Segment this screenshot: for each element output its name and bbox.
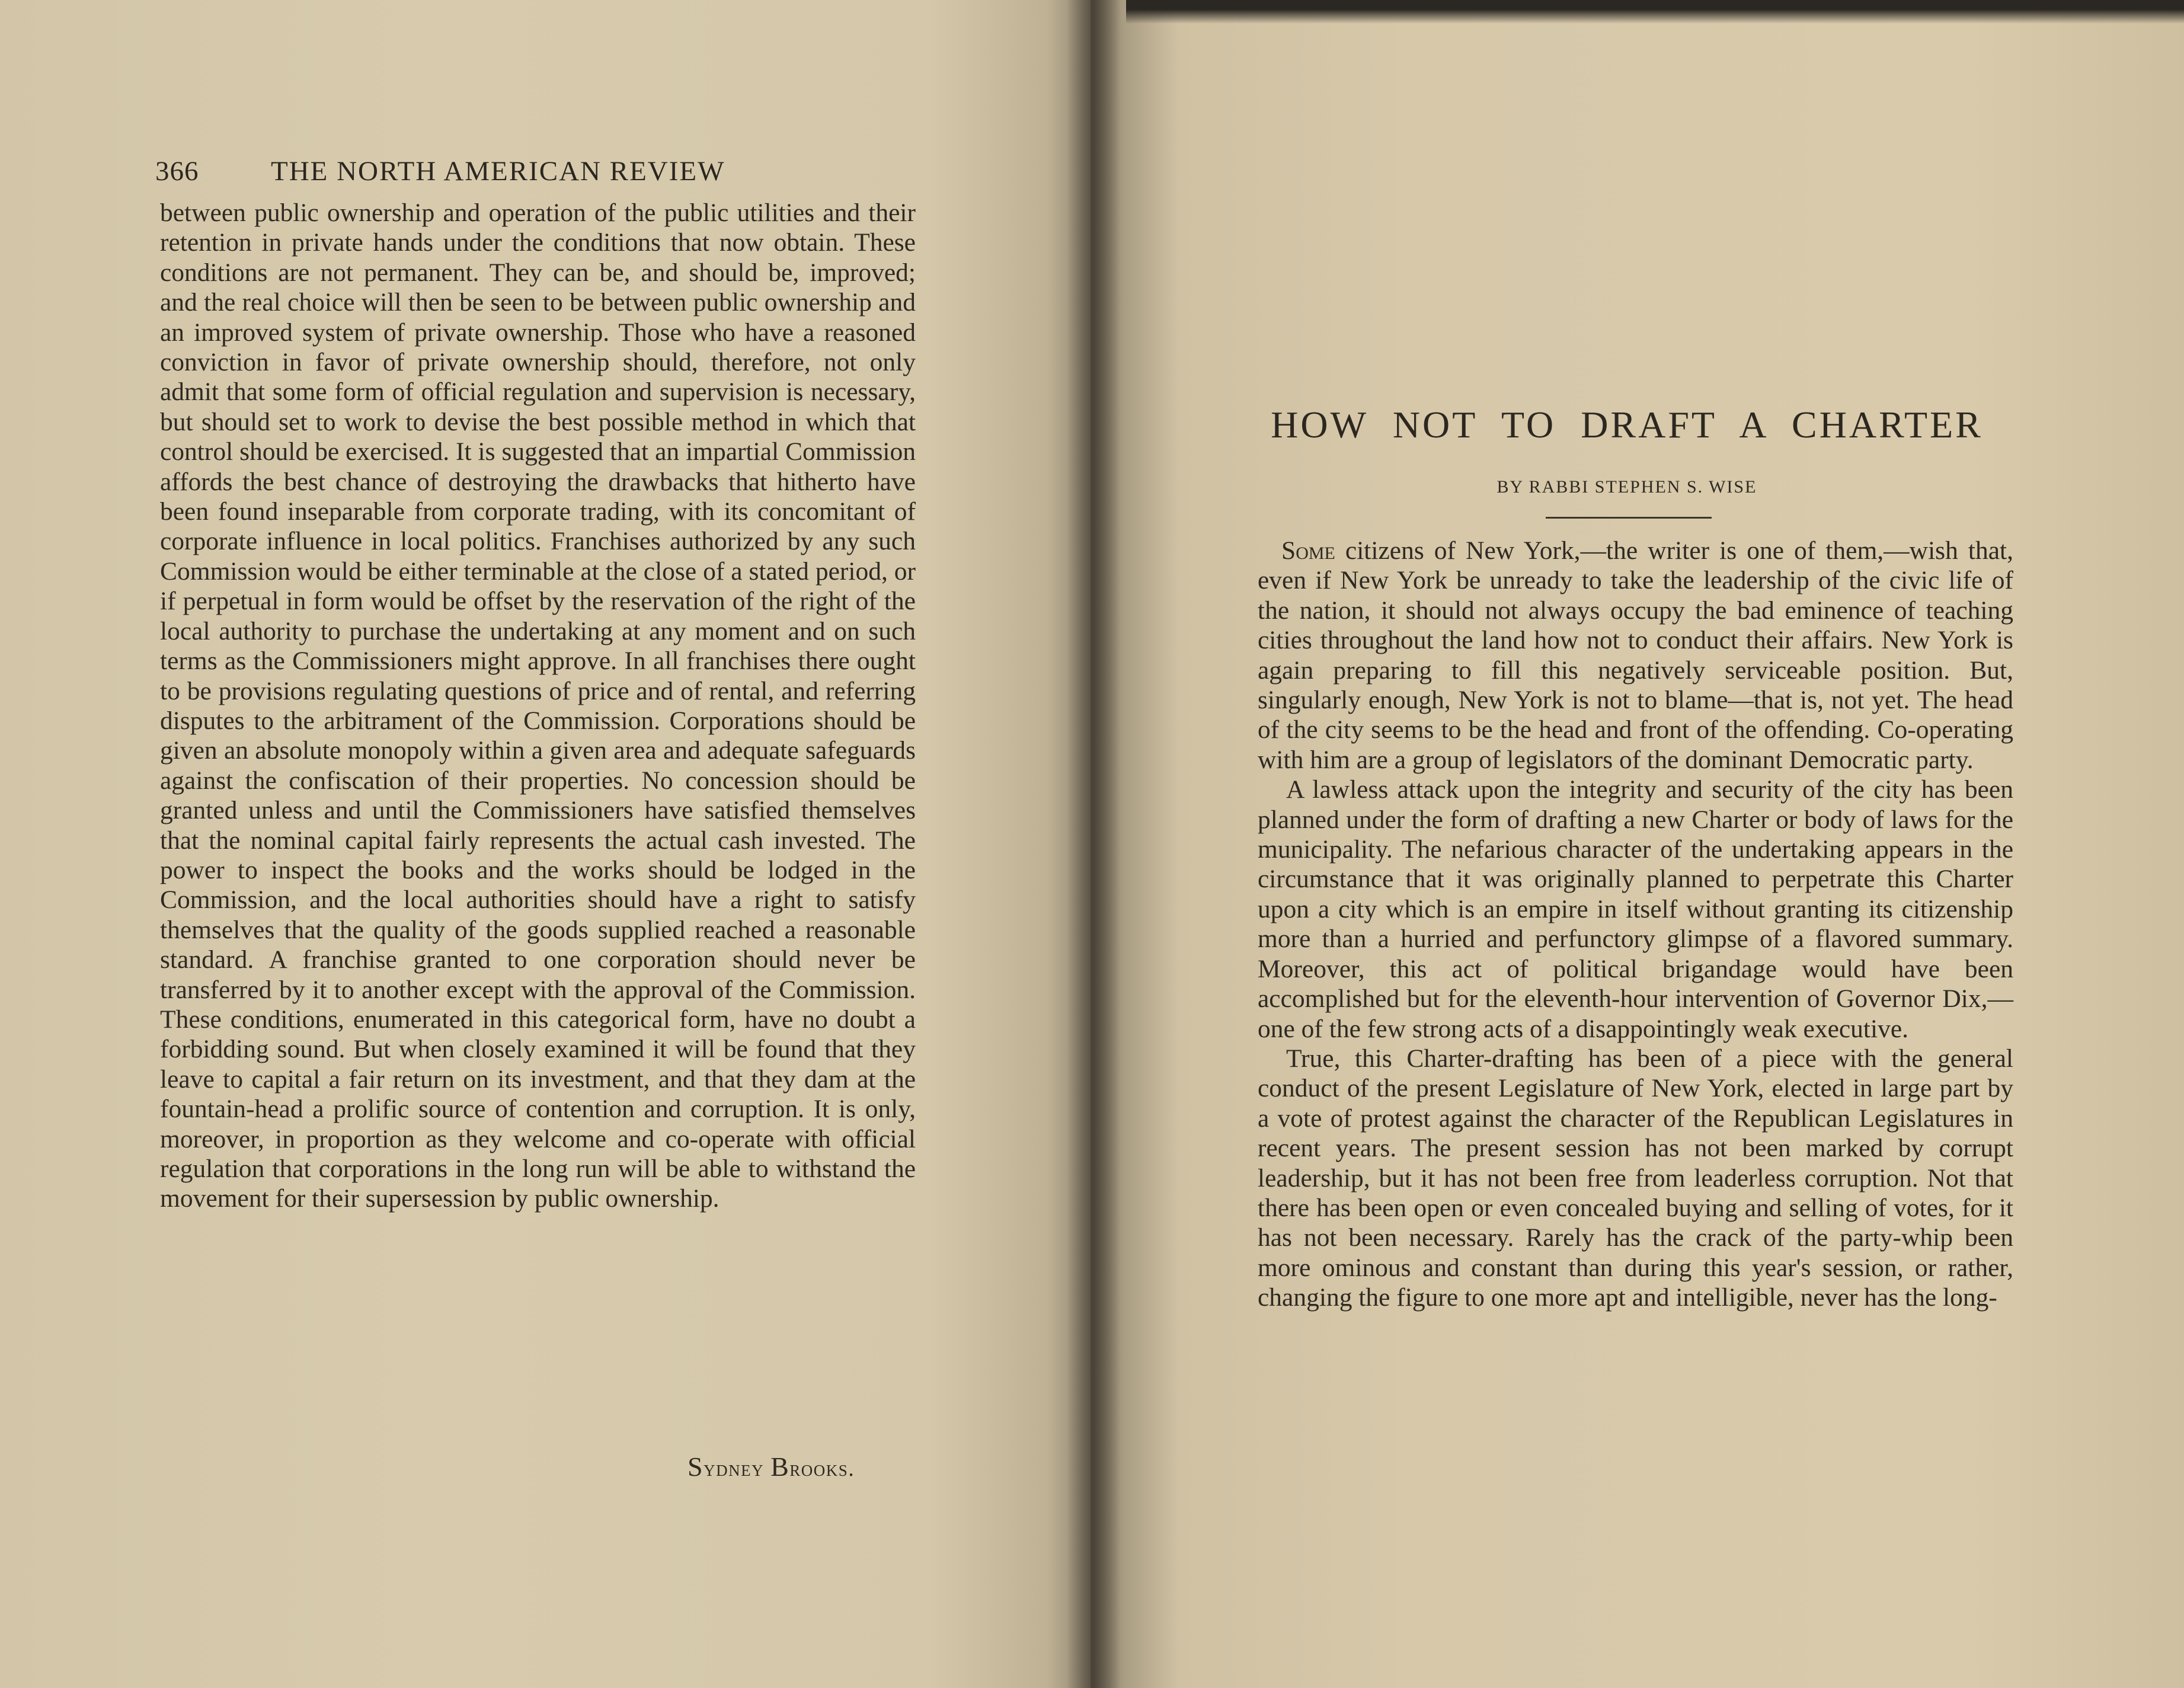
article-byline: BY RABBI STEPHEN S. WISE — [1496, 477, 1757, 497]
lead-word: Some — [1281, 536, 1335, 565]
right-body-text — [1258, 536, 2013, 1313]
signature-last-initial: B — [770, 1452, 790, 1482]
signature-first-initial: S — [688, 1452, 704, 1482]
signature-first: ydney — [704, 1456, 765, 1481]
right-paragraph-3: True, this Charter-drafting has been of a piece with the general conduct of the present Legislature of New York, elected in large part by a vote of protest against the character of the Republican Legislatures in recent years. The present session has not been marked by corrupt leadership, but it has not been free from leaderless corruption. Not that there has been open or even concealed buying and selling of votes, for it has not been necessary. Rarely has the crack of the party-whip been more ominous and constant than during this year's session, or rather, changing the figure to one more apt and intelligible, never has the long- — [1258, 1044, 2013, 1312]
signature-last: rooks. — [789, 1456, 855, 1481]
right-paragraph-2: A lawless attack upon the integrity and security of the city has been planned under the form of drafting a new Charter or body of laws for the municipality. The nefarious character of the undertaking appears in the circumstance that it was originally planned to perpetrate this Charter upon a city which is an empire in itself without granting its citizenship more than a hurried and perfunctory glimpse of a flavored summary. Moreover, this act of political brigandage would have been accomplished but for the eleventh-hour intervention of Governor Dix,—one of the few strong acts of a disappointingly weak executive. — [1258, 775, 2013, 1043]
article-title: HOW NOT TO DRAFT A CHARTER — [1271, 404, 1983, 446]
left-paragraph: between public ownership and operation of the public utilities and their retention in private hands under the conditions that now obtain. These conditions are not permanent. They can be, and should be, improved; and the real choice will then be seen to be between public ownership and an improved system of private ownership. Those who have a reasoned conviction in favor of private ownership should, therefore, not only admit that some form of official regulation and supervision is necessary, but should set to work to devise the best possible method in which that control should be exercised. It is suggested that an impartial Commission affords the best chance of destroying the drawbacks that hitherto have been found inseparable from corporate trading, with its concomitant of corporate influence in local politics. Franchises authorized by any such Commission would be either terminable at the close of a stated period, or if perpetual in form would be offset by the reservation of the right of the local authority to purchase the undertaking at any moment and on such terms as the Commissioners might approve. In all franchises there ought to be provisions regulating questions of price and of rental, and referring disputes to the arbitrament of the Commission. Corporations should be given an absolute monopoly within a given area and adequate safeguards against the confiscation of their properties. No concession should be granted unless and until the Commissioners have satisfied themselves that the nominal capital fairly represents the actual cash invested. The power to inspect the books and the works should be lodged in the Commission, and the local authorities should have a right to satisfy themselves that the quality of the goods supplied reached a reasonable standard. A franchise granted to one corporation should never be transferred by it to another except with the approval of the Commission. These conditions, enumerated in this categorical form, have no doubt a forbidding sound. But when closely examined it will be found that they leave to capital a fair return on its investment, and that they dam at the fountain-head a prolific source of contention and corruption. It is only, moreover, in proportion as they welcome and co-operate with official regulation that corporations in the long run will be able to withstand the movement for their supersession by public ownership. — [160, 199, 916, 1213]
paragraph-1-text: citizens of New York,—the writer is one of them,—wish that, even if New York be unready to take the leadership of the civic life of the nation, it should not always occupy the bad eminence of teaching cities throughout the land how not to conduct their affairs. New York is again preparing to fill this negatively serviceable position. But, singularly enough, New York is not to blame—that is, not yet. The head of the city seems to be the head and front of the offending. Co-operating with him are a group of legislators of the dominant Democratic party. — [1258, 536, 2013, 774]
running-head — [155, 155, 920, 191]
left-page — [0, 0, 1091, 1688]
journal-title: THE NORTH AMERICAN REVIEW — [271, 156, 725, 187]
gutter-shadow — [1067, 0, 1120, 1688]
title-rule — [1546, 517, 1712, 519]
author-signature — [688, 1451, 855, 1482]
top-edge-shadow — [1126, 0, 2184, 24]
page-number: 366 — [155, 156, 199, 187]
left-body-text — [160, 198, 916, 1214]
right-paragraph-1 — [1258, 536, 2013, 775]
